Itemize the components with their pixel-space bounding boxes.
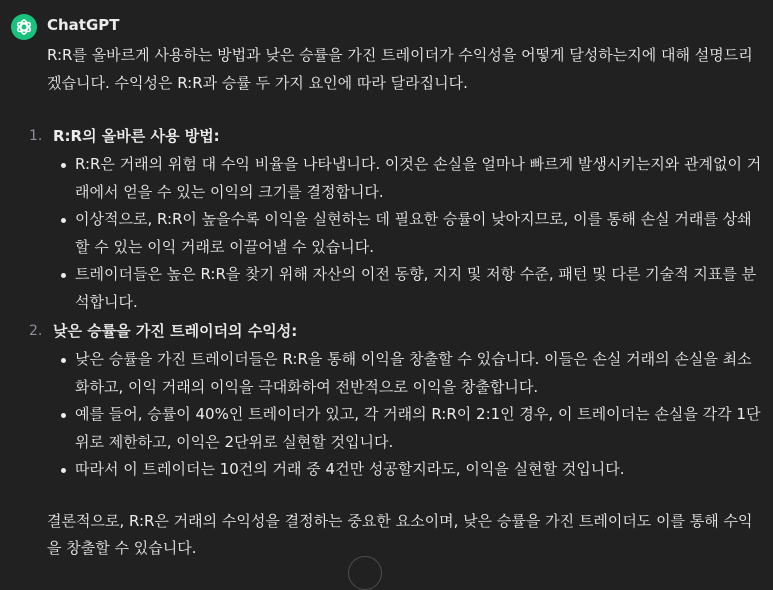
bullet-text: 이상적으로, R:R이 높을수록 이익을 실현하는 데 필요한 승률이 낮아지므로, 이를 통해 손실 거래를 상쇄할 수 있는 이익 거래로 이끌어낼 수 있습니다.: [75, 210, 752, 256]
section-title: R:R의 올바른 사용 방법:: [53, 127, 220, 145]
speaker-name: ChatGPT: [47, 16, 120, 34]
bullet-icon: [61, 358, 66, 363]
intro-paragraph: R:R를 올바르게 사용하는 방법과 낮은 승률을 가진 트레이더가 수익성을 어떻게 달성하는지에 대해 설명드리겠습니다. 수익성은 R:R과 승률 두 가지 요인에 따라 달라집니다.: [47, 46, 753, 92]
bullet-list: [47, 346, 762, 484]
list-section: [29, 121, 762, 316]
bullet-icon: [61, 218, 66, 223]
section-title: 낮은 승률을 가진 트레이더의 수익성:: [53, 322, 298, 340]
list-section: [29, 316, 762, 484]
list-item: [47, 456, 762, 484]
message-body: [29, 42, 762, 563]
bullet-list: [47, 151, 762, 316]
list-item: [47, 401, 762, 456]
bullet-text: 낮은 승률을 가진 트레이더들은 R:R을 통해 이익을 창출할 수 있습니다. 이들은 손실 거래의 손실을 최소화하고, 이익 거래의 이익을 극대화하여 전반적으로 이익을 창출합니다.: [75, 350, 752, 396]
list-item: [47, 206, 762, 261]
bullet-icon: [61, 273, 66, 278]
bullet-text: 트레이더들은 높은 R:R을 찾기 위해 자산의 이전 동향, 지지 및 저항 수준, 패턴 및 다른 기술적 지표를 분석합니다.: [75, 265, 757, 311]
list-item: [47, 151, 762, 206]
bullet-icon: [61, 468, 66, 473]
list-number: 1.: [29, 128, 43, 144]
bullet-icon: [61, 163, 66, 168]
list-item: [47, 261, 762, 316]
bullet-text: R:R은 거래의 위험 대 수익 비율을 나타냅니다. 이것은 손실을 얼마나 빠르게 발생시키는지와 관계없이 거래에서 얻을 수 있는 이익의 크기를 결정합니다.: [75, 155, 762, 201]
bullet-icon: [61, 413, 66, 418]
conclusion-paragraph: 결론적으로, R:R은 거래의 수익성을 결정하는 중요한 요소이며, 낮은 승률을 가진 트레이더도 이를 통해 수익을 창출할 수 있습니다.: [47, 511, 753, 557]
scroll-down-button[interactable]: [348, 556, 382, 590]
bullet-text: 따라서 이 트레이더는 10건의 거래 중 4건만 성공할지라도, 이익을 실현할 것입니다.: [75, 460, 625, 478]
bullet-text: 예를 들어, 승률이 40%인 트레이더가 있고, 각 거래의 R:R이 2:1인 경우, 이 트레이더는 손실을 각각 1단위로 제한하고, 이익은 2단위로 실현할 것입니다.: [75, 405, 761, 451]
list-item: [47, 346, 762, 401]
ordered-list: [29, 121, 762, 484]
list-number: 2.: [29, 323, 43, 339]
openai-logo-icon: [11, 14, 37, 40]
